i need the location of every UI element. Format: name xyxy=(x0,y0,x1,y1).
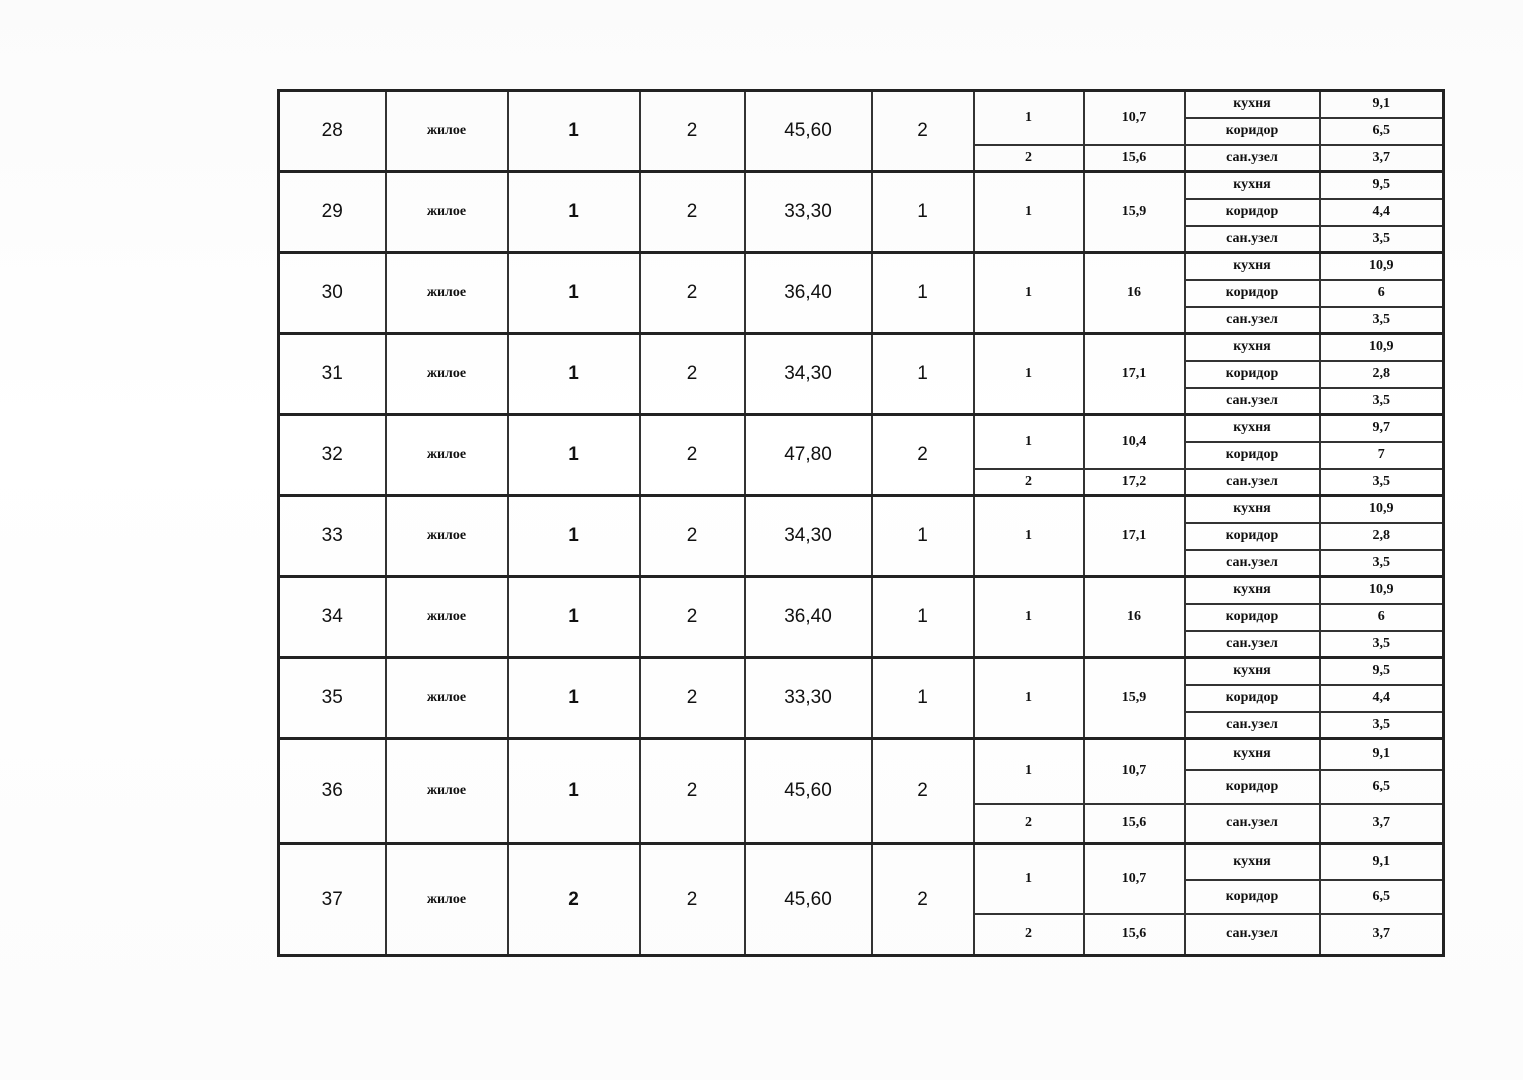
aux-room-area: 10,9 xyxy=(1320,334,1444,361)
apartment-floor: 2 xyxy=(640,253,745,334)
room-number: 1 xyxy=(974,172,1084,253)
aux-room-area: 9,1 xyxy=(1320,844,1444,880)
aux-room-area: 2,8 xyxy=(1320,523,1444,550)
aux-room-name: коридор xyxy=(1185,523,1320,550)
aux-room-name: коридор xyxy=(1185,685,1320,712)
aux-room-area: 7 xyxy=(1320,442,1444,469)
apartment-floor: 2 xyxy=(640,172,745,253)
room-area: 15,6 xyxy=(1084,804,1185,844)
apartment-32 xyxy=(279,415,1444,496)
aux-room-area: 3,5 xyxy=(1320,388,1444,415)
room-number: 2 xyxy=(974,804,1084,844)
aux-room-name: сан.узел xyxy=(1185,550,1320,577)
aux-room-area: 3,7 xyxy=(1320,804,1444,844)
aux-room-area: 10,9 xyxy=(1320,253,1444,280)
apartment-section: 1 xyxy=(508,334,640,415)
aux-room-name: кухня xyxy=(1185,415,1320,442)
apartment-rooms-count: 2 xyxy=(872,91,974,172)
apartment-33 xyxy=(279,496,1444,577)
room-area: 17,2 xyxy=(1084,469,1185,496)
apartment-section: 1 xyxy=(508,739,640,844)
apartment-type: жилое xyxy=(386,172,508,253)
aux-room-area: 10,9 xyxy=(1320,577,1444,604)
room-number: 1 xyxy=(974,334,1084,415)
apartment-total-area: 33,30 xyxy=(745,172,872,253)
apartment-type: жилое xyxy=(386,496,508,577)
room-number: 1 xyxy=(974,844,1084,914)
aux-room-name: сан.узел xyxy=(1185,307,1320,334)
apartment-type: жилое xyxy=(386,577,508,658)
room-area: 17,1 xyxy=(1084,334,1185,415)
apartment-number: 36 xyxy=(279,739,386,844)
apartment-rooms-count: 1 xyxy=(872,577,974,658)
apartment-section: 1 xyxy=(508,415,640,496)
apartment-37 xyxy=(279,844,1444,956)
aux-room-name: коридор xyxy=(1185,442,1320,469)
aux-room-name: кухня xyxy=(1185,334,1320,361)
apartment-section: 1 xyxy=(508,172,640,253)
room-number: 1 xyxy=(974,253,1084,334)
apartment-section: 2 xyxy=(508,844,640,956)
aux-room-area: 9,1 xyxy=(1320,739,1444,770)
apartment-section: 1 xyxy=(508,91,640,172)
apartment-number: 33 xyxy=(279,496,386,577)
room-area: 10,7 xyxy=(1084,91,1185,145)
aux-room-name: кухня xyxy=(1185,172,1320,199)
apartment-total-area: 45,60 xyxy=(745,739,872,844)
apartment-rooms-count: 2 xyxy=(872,739,974,844)
apartment-floor: 2 xyxy=(640,91,745,172)
apartment-floor: 2 xyxy=(640,577,745,658)
room-area: 17,1 xyxy=(1084,496,1185,577)
room-number: 1 xyxy=(974,658,1084,739)
apartment-rooms-count: 1 xyxy=(872,334,974,415)
apartment-total-area: 34,30 xyxy=(745,334,872,415)
apartment-total-area: 36,40 xyxy=(745,577,872,658)
room-area: 10,7 xyxy=(1084,739,1185,804)
apartment-floor: 2 xyxy=(640,739,745,844)
aux-room-name: сан.узел xyxy=(1185,804,1320,844)
aux-room-area: 9,7 xyxy=(1320,415,1444,442)
room-number: 1 xyxy=(974,91,1084,145)
apartment-total-area: 45,60 xyxy=(745,91,872,172)
apartment-36 xyxy=(279,739,1444,844)
room-area: 15,6 xyxy=(1084,914,1185,956)
apartment-29 xyxy=(279,172,1444,253)
apartment-34 xyxy=(279,577,1444,658)
aux-room-name: сан.узел xyxy=(1185,712,1320,739)
aux-room-name: сан.узел xyxy=(1185,388,1320,415)
aux-room-area: 6 xyxy=(1320,280,1444,307)
apartment-type: жилое xyxy=(386,739,508,844)
apartment-total-area: 34,30 xyxy=(745,496,872,577)
aux-room-area: 9,5 xyxy=(1320,658,1444,685)
aux-room-name: сан.узел xyxy=(1185,914,1320,956)
room-number: 1 xyxy=(974,415,1084,469)
aux-room-name: кухня xyxy=(1185,844,1320,880)
apartment-number: 32 xyxy=(279,415,386,496)
apartment-type: жилое xyxy=(386,334,508,415)
apartment-35 xyxy=(279,658,1444,739)
aux-room-area: 6,5 xyxy=(1320,770,1444,804)
apartment-floor: 2 xyxy=(640,496,745,577)
apartment-number: 28 xyxy=(279,91,386,172)
room-number: 2 xyxy=(974,145,1084,172)
apartment-floor: 2 xyxy=(640,658,745,739)
apartment-number: 31 xyxy=(279,334,386,415)
aux-room-area: 3,5 xyxy=(1320,307,1444,334)
aux-room-area: 9,1 xyxy=(1320,91,1444,118)
aux-room-name: коридор xyxy=(1185,770,1320,804)
apartment-section: 1 xyxy=(508,496,640,577)
aux-room-area: 4,4 xyxy=(1320,685,1444,712)
aux-room-name: коридор xyxy=(1185,604,1320,631)
aux-room-name: кухня xyxy=(1185,253,1320,280)
apartment-table xyxy=(277,89,1445,957)
aux-room-area: 9,5 xyxy=(1320,172,1444,199)
apartment-total-area: 47,80 xyxy=(745,415,872,496)
aux-room-name: сан.узел xyxy=(1185,469,1320,496)
apartment-floor: 2 xyxy=(640,415,745,496)
apartment-number: 37 xyxy=(279,844,386,956)
room-area: 15,9 xyxy=(1084,172,1185,253)
room-area: 16 xyxy=(1084,577,1185,658)
aux-room-area: 6,5 xyxy=(1320,880,1444,914)
room-area: 16 xyxy=(1084,253,1185,334)
room-number: 2 xyxy=(974,914,1084,956)
apartment-type: жилое xyxy=(386,91,508,172)
aux-room-name: кухня xyxy=(1185,739,1320,770)
apartment-rooms-count: 2 xyxy=(872,844,974,956)
aux-room-area: 3,5 xyxy=(1320,712,1444,739)
apartment-section: 1 xyxy=(508,253,640,334)
apartment-total-area: 45,60 xyxy=(745,844,872,956)
apartment-total-area: 33,30 xyxy=(745,658,872,739)
apartment-number: 29 xyxy=(279,172,386,253)
aux-room-area: 6 xyxy=(1320,604,1444,631)
apartment-type: жилое xyxy=(386,658,508,739)
aux-room-area: 10,9 xyxy=(1320,496,1444,523)
room-area: 10,4 xyxy=(1084,415,1185,469)
aux-room-name: сан.узел xyxy=(1185,631,1320,658)
apartment-31 xyxy=(279,334,1444,415)
aux-room-name: коридор xyxy=(1185,280,1320,307)
aux-room-name: коридор xyxy=(1185,361,1320,388)
aux-room-name: сан.узел xyxy=(1185,226,1320,253)
apartment-rooms-count: 1 xyxy=(872,172,974,253)
aux-room-area: 6,5 xyxy=(1320,118,1444,145)
room-area: 15,9 xyxy=(1084,658,1185,739)
apartment-number: 30 xyxy=(279,253,386,334)
room-number: 1 xyxy=(974,577,1084,658)
apartment-type: жилое xyxy=(386,844,508,956)
apartment-floor: 2 xyxy=(640,844,745,956)
aux-room-area: 2,8 xyxy=(1320,361,1444,388)
aux-room-name: коридор xyxy=(1185,118,1320,145)
apartment-rooms-count: 2 xyxy=(872,415,974,496)
aux-room-area: 4,4 xyxy=(1320,199,1444,226)
aux-room-name: кухня xyxy=(1185,496,1320,523)
apartment-total-area: 36,40 xyxy=(745,253,872,334)
apartment-type: жилое xyxy=(386,253,508,334)
apartment-number: 34 xyxy=(279,577,386,658)
apartment-30 xyxy=(279,253,1444,334)
aux-room-area: 3,5 xyxy=(1320,550,1444,577)
apartment-rooms-count: 1 xyxy=(872,496,974,577)
apartment-rooms-count: 1 xyxy=(872,658,974,739)
room-number: 2 xyxy=(974,469,1084,496)
apartment-28 xyxy=(279,91,1444,172)
apartment-type: жилое xyxy=(386,415,508,496)
aux-room-area: 3,7 xyxy=(1320,145,1444,172)
aux-room-name: кухня xyxy=(1185,577,1320,604)
aux-room-area: 3,5 xyxy=(1320,631,1444,658)
aux-room-name: кухня xyxy=(1185,91,1320,118)
room-number: 1 xyxy=(974,496,1084,577)
apartment-section: 1 xyxy=(508,658,640,739)
apartment-section: 1 xyxy=(508,577,640,658)
apartment-floor: 2 xyxy=(640,334,745,415)
room-area: 15,6 xyxy=(1084,145,1185,172)
aux-room-name: коридор xyxy=(1185,880,1320,914)
aux-room-name: коридор xyxy=(1185,199,1320,226)
aux-room-area: 3,5 xyxy=(1320,226,1444,253)
room-area: 10,7 xyxy=(1084,844,1185,914)
aux-room-name: кухня xyxy=(1185,658,1320,685)
aux-room-name: сан.узел xyxy=(1185,145,1320,172)
aux-room-area: 3,5 xyxy=(1320,469,1444,496)
aux-room-area: 3,7 xyxy=(1320,914,1444,956)
apartment-rooms-count: 1 xyxy=(872,253,974,334)
apartment-number: 35 xyxy=(279,658,386,739)
room-number: 1 xyxy=(974,739,1084,804)
